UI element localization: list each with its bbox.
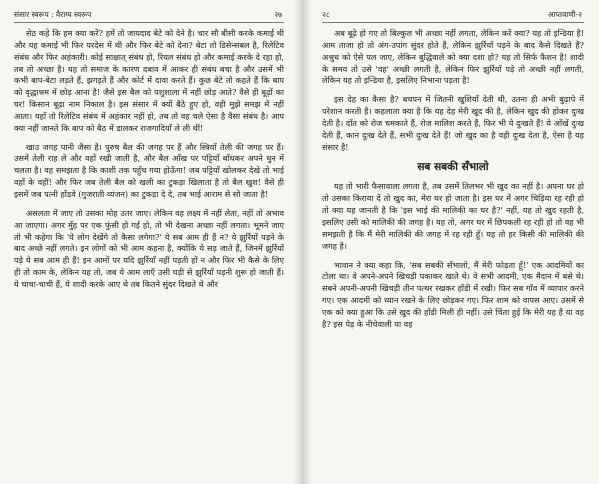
paragraph: असलता में जाए तो उसका मोह उतर जाए। लेकिन वह लक्ष्य में नहीं लेता, नहीं तो अभाव आ जाएगा। अगर मुँह पर एक फुंसी हो गई हो, तो भी देखना अच्छा नहीं लगता। भूमने जाए तो भी कहेगा कि 'ये लोग देखेंगे तो कैसा लगेगा?' ये सब आम ही हैं न? ये झुर्रियाँ पड़ने के बाद अच्छे नहीं लगते। इन लोगों को भी आम कहना है, क्योंकि ये सड़ जाते हैं, जिनमें झुर्रियाँ पड़े ये सब आम ही हैं! इन आमों पर यदि झुर्रियाँ नहीं पड़ती हों न और फिर भी कैसे के लिए ही तो काम के, लेकिन यह तो, जब ये आम लाएँ उसी घड़ी से झुर्रियाँ पड़नी शुरू हो जाती हैं। ये चाचा-चाची हैं, ये शादी करके आए थे तब कितने सुंदर दिखते थे और bbox=[14, 207, 284, 289]
paragraph: सेठ कहे कि हम क्या करें? हमें तो जायदाद बेटे को देने है। चार सौ बीसी करके कमाई थी और यह कमाई भी फिर परदेस में थी और फिर बेटे को देना? बेटा तो डिसेन्सबल है, रिलेटिव संबंध और फिर अहंकारी। कोई साक्षात् संबंध हो, रियल संबंध हो और कमाई करके दे रहा हो, तब तो अच्छा है। यह तो समाज के कारण दबाव में आकर ही संबंध बचा है और उसमें भी कभी बाप-बेटा लड़ते हैं, झगड़ते हैं और कोर्ट में दावा करते हैं। कुछ बेटे तो कहते हैं कि बाप को वृद्धाश्रम में छोड़ आना है! जैसे इस बैल को पशुशाला में नहीं छोड़ आते? वैसे ही बूढ़ों का घर! किसान बूढ़ा नाम निकाल है। इस संसार में क्यों बैठे हुए हो, वही मुझे समझ में नहीं आता। यहाँ तो रिलेटिव संबंध में अहंकार नहीं हो, तब तो वह चले ऐसा है वैसा संबंध है। आप क्या नहीं जानते कि बाप को बैठ में डालकर राजगादियाँ ले ली थीं! bbox=[14, 28, 284, 133]
paragraph: अब बूढ़े हो गए तो बिल्कुल भी अच्छा नहीं लगता, लेकिन करें क्या? यह तो इन्डिया है! आम ताजा हो तो अंग-उपांग सुंदर होते हैं, लेकिन झुर्रियाँ पड़ने के बाद कैसे दिखते हैं? अश्रुध को ऐसे पल जाए, लेकिन बुद्धिवाले को क्या दशा हो? यह तो सिर्फ फैशन है! शादी के समय तो उसे 'वह' अच्छी लगती है, लेकिन फिर झुर्रियाँ पड़े तो अच्छी नहीं लगती, लेकिन यह तो इन्डिया है, इसलिए निभाना पड़ता है! bbox=[322, 28, 584, 86]
paragraph: भावान ने क्या कहा कि, 'सब सबकी सँभालो, मैं मेरी फोड़ता हूँ!' एक आदमियों का टोला था। वे अपने-अपने खिचड़ी पकाकर खाते थे। वे सभी आदमी, एक मैदान में बसे थे। सबने अपनी-अपनी खिचड़ी तीन पत्थर रखकर हाँडी में रखी। फिर सब गाँव में व्यापार करने गए। एक आदमी को ध्यान रखने के लिए छोड़कर गए। फिर शाम को वापस आए। उसमें से एक को क्या हुआ कि उसे खुद की हाँडी मिली ही नहीं। उसे चिंता हुई कि मेरी यह है या वह है? इस पेड़ के नीचेवाली या वह bbox=[322, 259, 584, 329]
paragraph: यह तो भारी फैसावाला लगता है, तब उसमें तिलभर भी खुद का नहीं है। अपना घर हो तो उसका किराया दें तो खुद का, मेरा घर हो जाता है। इस घर में अगर चिड़िया रह रही हो तो क्या यह जानती है कि 'इस भाई की मालिकी का घर है?' नहीं, यह तो खुद रहती है, इसलिए उसी को मालिकी की जगह है। यह तो, अगर घर में छिपकली रह रही हो तो वह भी समझती है कि मैं मेरी मालिकी की जगह में रह रही हूँ। यह तो हर किसी की मालिकी की जगह है। bbox=[322, 181, 584, 251]
left-page bbox=[14, 0, 284, 484]
right-page-header bbox=[322, 8, 584, 23]
left-page-header bbox=[14, 8, 284, 23]
right-running-title: आप्तवाणी-२ bbox=[547, 10, 582, 19]
right-page-body bbox=[322, 28, 584, 331]
paragraph: इस देह का कैसा है? बचपन में जितनी खुशियाँ देती थी, उतना ही अभी बुढ़ापे में परेशान करती है। कहलाता क्या है कि यह देह मेरी खुद की है, लेकिन खुद की होकर दुःख देती है। दाँत को रोज चमकाते हैं, रोज मालिश करते हैं, फिर भी ये दुःखते हैं! ये आँखें दुःख देती हैं, कान दुःख देते हैं, सभी दुःख देते हैं! जो खुद का है वही दुःख देता है, ऐसा है यह संसार है! bbox=[322, 94, 584, 152]
book-gutter bbox=[294, 0, 312, 484]
right-page bbox=[322, 0, 584, 484]
right-page-number: २८ bbox=[322, 10, 330, 19]
left-running-title: संसार स्वरूप : वैराग्य स्वरूप bbox=[14, 10, 92, 19]
left-page-body bbox=[14, 28, 284, 291]
left-page-number: २७ bbox=[274, 10, 282, 19]
section-heading: सब सबकी सँभालो bbox=[417, 161, 489, 174]
paragraph: खाउ जगह पानी जैसा है। पुरुष बैल की जगह पर हैं और स्त्रियाँ तेली की जगह पर हैं। उसमें तेली राह ले और वहाँ रखी जाती है, और बैल आँख पर पट्टियाँ बाँधकर अपने धुन में चलता है। वह समझता है कि काशी तक पहुँच गया होऊँगा! जब पट्टियाँ खोलकर देखे तो भाई वहाँ के वहीं! और फिर जब तेली बैल को खली का टुकड़ा खिलाता है तो बैल खुश! वैसे ही इसमें जब पत्नी हाँडवे (गुजराती व्यंजन) का टुकड़ा दे दे, तब भाई आराम से सो जाता है! bbox=[14, 141, 284, 199]
